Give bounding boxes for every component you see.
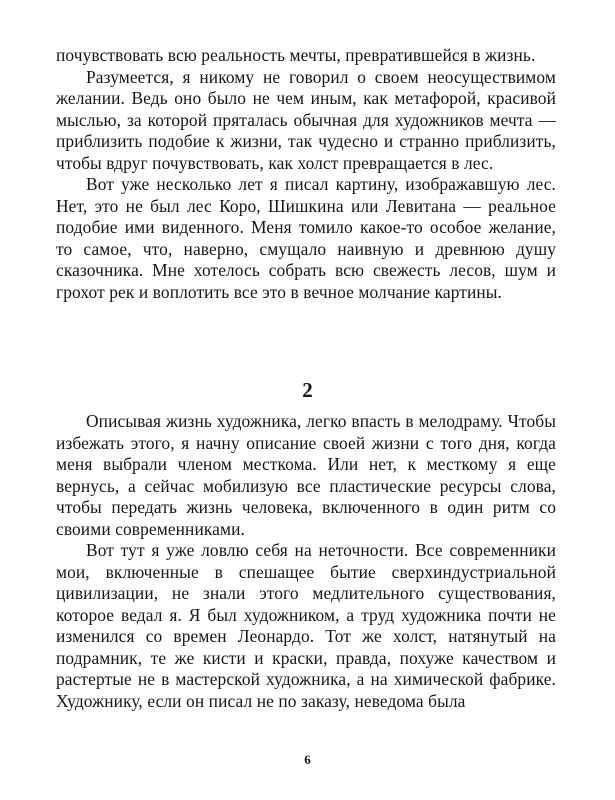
paragraph-continuation: почувствовать всю реальность мечты, превратившейся в жизнь. [56,45,536,65]
text-block-bottom [56,411,556,712]
paragraph-forest-painting: Вот уже несколько лет я писал картину, изображавшую лес. Нет, это не был лес Коро, Шишкина или Левитана — реальное подобие ими виденного. Меня томило какое-то особое желание, то самое, что, наверно, смущало наивную и древнюю душу сказочника. Мне хотелось собрать всю свежесть лесов, шум и грохот рек и воплотить все это в вечное молчание картины. [56,174,556,302]
text-block-top [56,45,556,303]
paragraph-inaccuracy: Вот тут я уже ловлю себя на неточности. Все современники мои, включенные в спешащее бытие сверхиндустриальной цивилизации, не знали этого медлительного существования, которое ведал я. Я был художником, а труд художника почти не изменился со времен Леонардо. Тот же холст, натянутый на подрамник, те же кисти и краски, правда, похуже качеством и растертые не в мастерской художника, а на химической фабрике. Художнику, если он писал не по заказу, неведома была [56,540,556,711]
paragraph-unrealizable-wish: Разумеется, я никому не говорил о своем неосуществимом желании. Ведь оно было не чем иным, как метафорой, красивой мыслью, за которой пряталась обычная для художников мечта — приблизить подобие к жизни, так чудесно и странно приблизить, чтобы вдруг почувствовать, как холст превращается в лес. [56,66,556,173]
chapter-number: 2 [302,378,313,402]
page-number: 6 [304,752,311,767]
paragraph-artist-life: Описывая жизнь художника, легко впасть в мелодраму. Чтобы избежать этого, я начну описание своей жизни с того дня, когда меня выбрали членом месткома. Или нет, к месткому я еще вернусь, а сейчас мобилизую все пластические ресурсы слова, чтобы передать жизнь человека, включенного в один ритм со своими современниками. [56,411,556,539]
